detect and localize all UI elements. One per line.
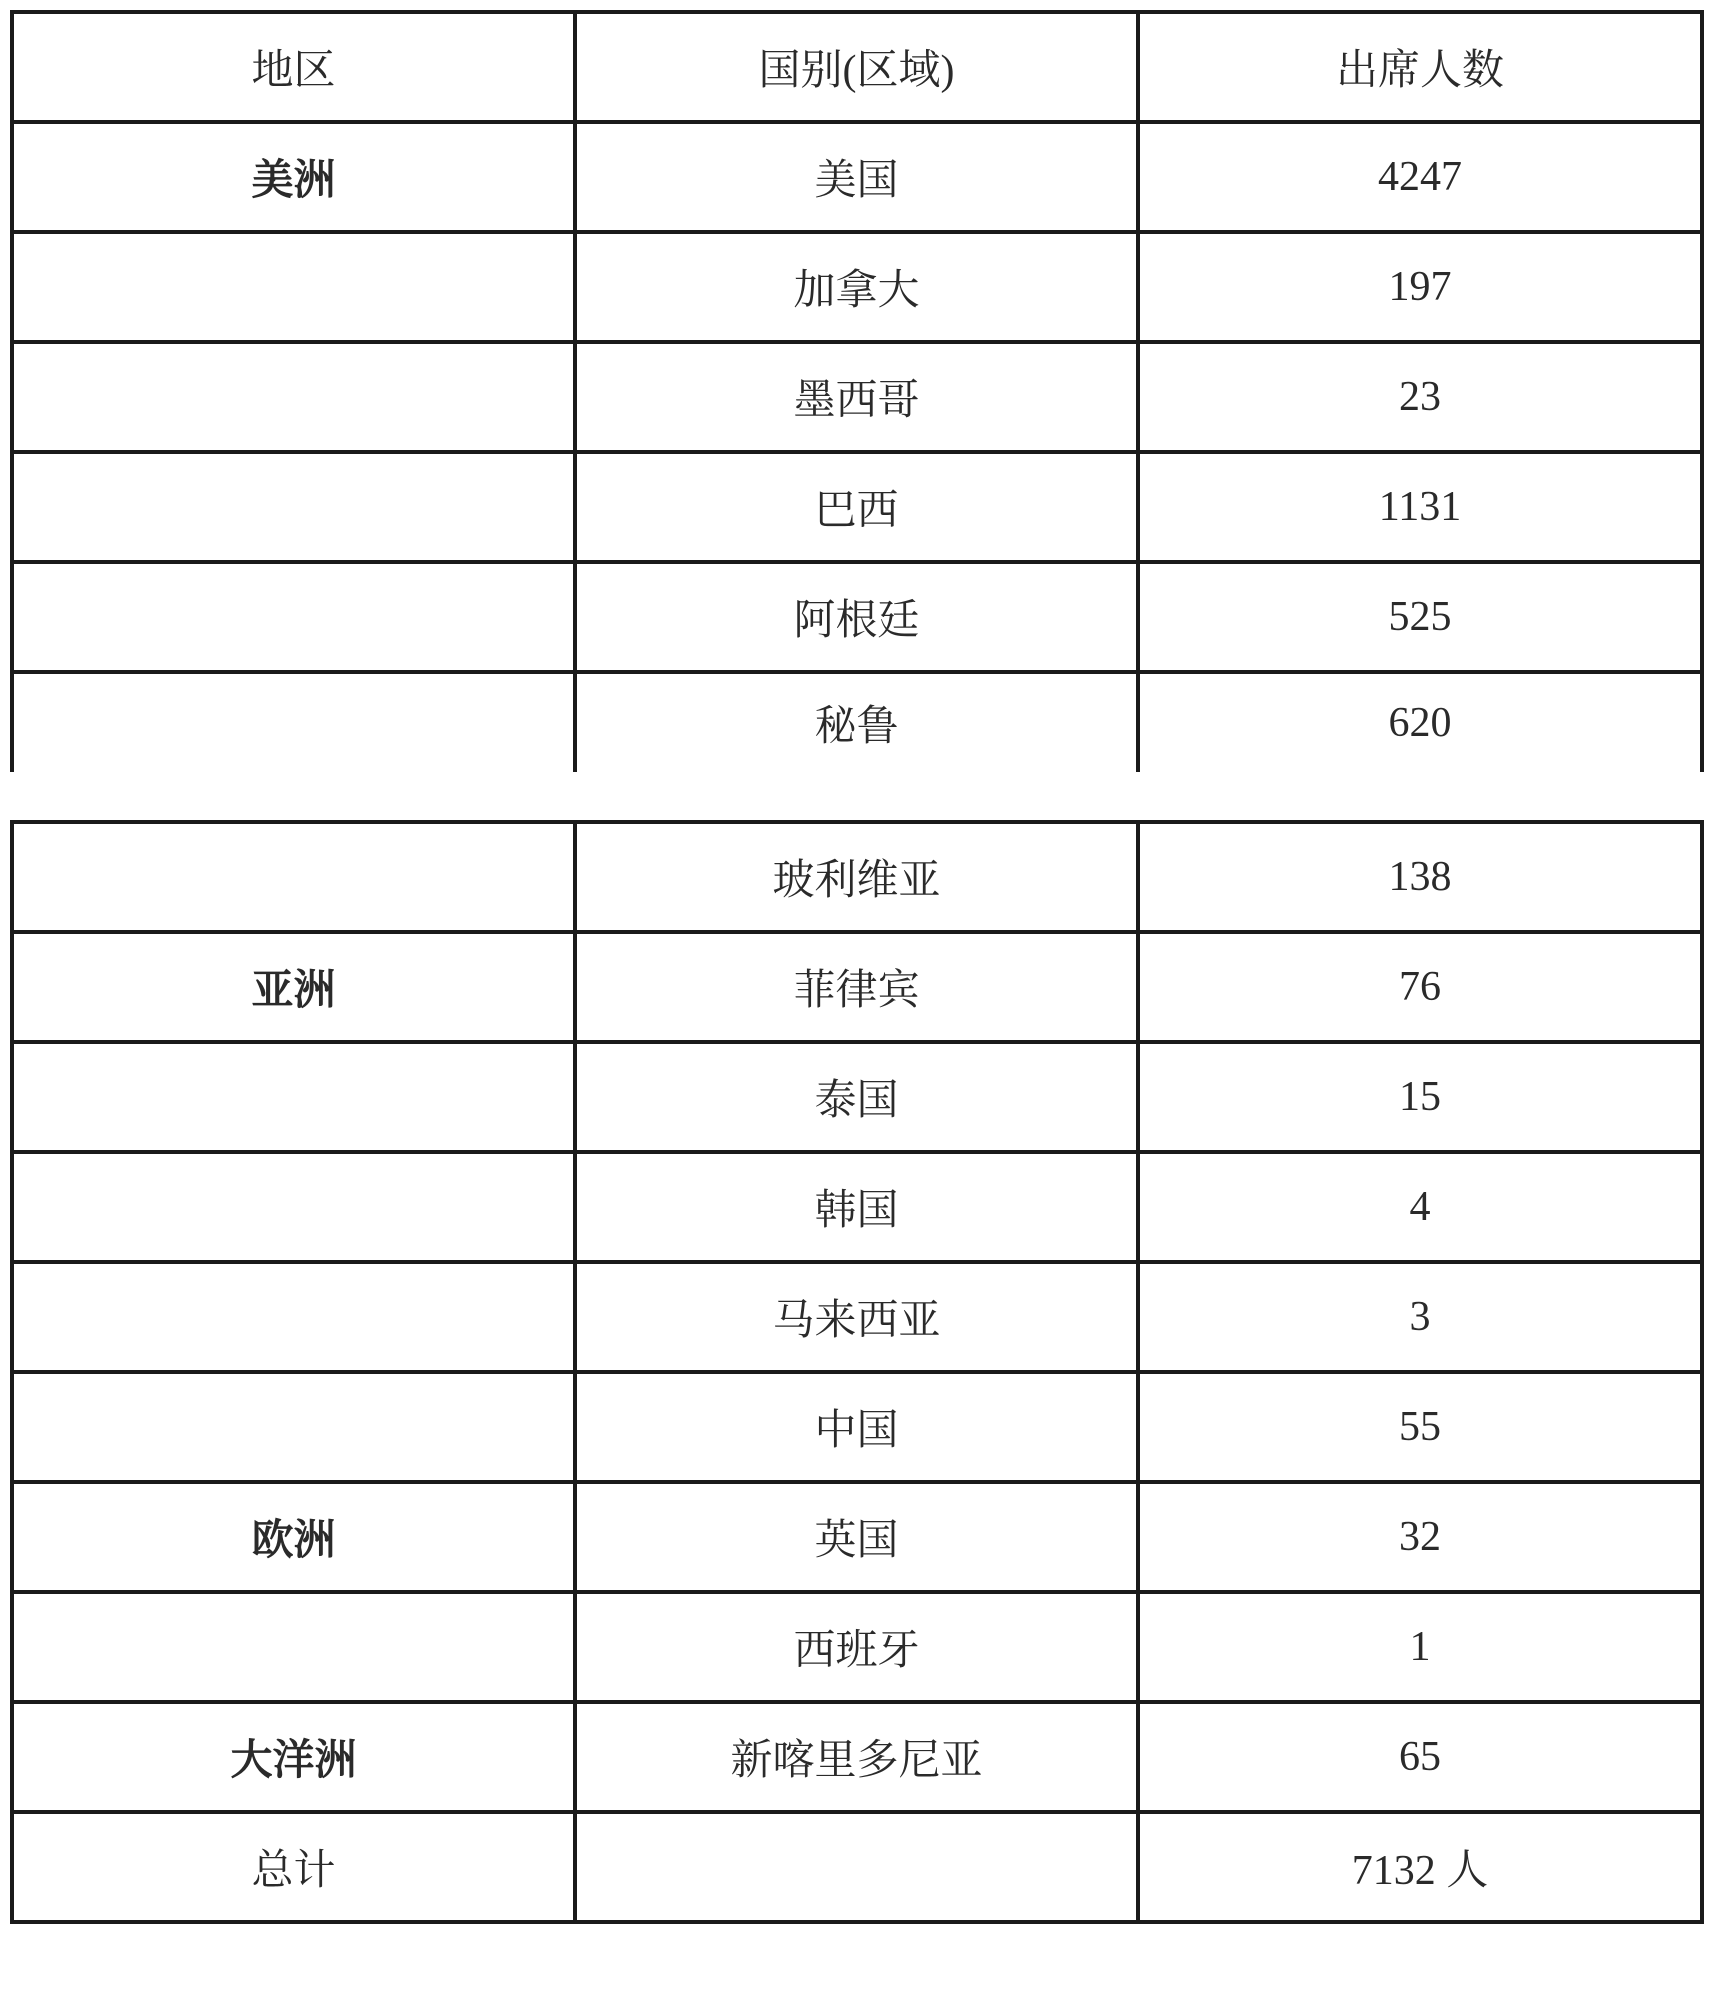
- table-row: [12, 1702, 1702, 1812]
- table-row: [12, 1592, 1702, 1702]
- header-attendance: 出席人数: [1138, 12, 1702, 122]
- country-cell: 马来西亚: [575, 1262, 1138, 1372]
- attendance-cell: 1131: [1138, 452, 1702, 562]
- region-cell: [12, 342, 575, 452]
- table-row: [12, 932, 1702, 1042]
- region-cell: [12, 1592, 575, 1702]
- total-country-cell: [575, 1812, 1138, 1922]
- table-row: [12, 232, 1702, 342]
- header-country: 国别(区域): [575, 12, 1138, 122]
- region-cell: [12, 1262, 575, 1372]
- region-cell: [12, 822, 575, 932]
- country-cell: 新喀里多尼亚: [575, 1702, 1138, 1812]
- region-cell: 大洋洲: [12, 1702, 575, 1812]
- total-label: 总计: [12, 1812, 575, 1922]
- table-row: [12, 1372, 1702, 1482]
- table-row: [12, 1482, 1702, 1592]
- attendance-cell: 4: [1138, 1152, 1702, 1262]
- attendance-cell: 55: [1138, 1372, 1702, 1482]
- attendance-cell: 15: [1138, 1042, 1702, 1152]
- attendance-cell: 3: [1138, 1262, 1702, 1372]
- region-cell: 亚洲: [12, 932, 575, 1042]
- attendance-table-part-2: [10, 820, 1704, 1924]
- region-cell: [12, 1372, 575, 1482]
- country-cell: 西班牙: [575, 1592, 1138, 1702]
- country-cell: 阿根廷: [575, 562, 1138, 672]
- region-cell: [12, 452, 575, 562]
- attendance-cell: 197: [1138, 232, 1702, 342]
- region-cell: 美洲: [12, 122, 575, 232]
- page-break-gap: [0, 810, 1712, 820]
- country-cell: 菲律宾: [575, 932, 1138, 1042]
- attendance-cell: 32: [1138, 1482, 1702, 1592]
- region-cell: [12, 562, 575, 672]
- table-row: [12, 1042, 1702, 1152]
- country-cell: 韩国: [575, 1152, 1138, 1262]
- table-row: [12, 1262, 1702, 1372]
- country-cell: 中国: [575, 1372, 1138, 1482]
- attendance-cell: 525: [1138, 562, 1702, 672]
- table-row: [12, 452, 1702, 562]
- country-cell: 玻利维亚: [575, 822, 1138, 932]
- region-cell: [12, 672, 575, 772]
- table-row: [12, 342, 1702, 452]
- table-row: [12, 672, 1702, 772]
- attendance-cell: 4247: [1138, 122, 1702, 232]
- region-cell: [12, 1152, 575, 1262]
- country-cell: 泰国: [575, 1042, 1138, 1152]
- table-row: [12, 822, 1702, 932]
- attendance-cell: 138: [1138, 822, 1702, 932]
- region-cell: [12, 232, 575, 342]
- total-row: [12, 1812, 1702, 1922]
- country-cell: 美国: [575, 122, 1138, 232]
- header-region: 地区: [12, 12, 575, 122]
- table-header-row: [12, 12, 1702, 122]
- total-attendance: 7132 人: [1138, 1812, 1702, 1922]
- attendance-cell: 1: [1138, 1592, 1702, 1702]
- country-cell: 英国: [575, 1482, 1138, 1592]
- region-cell: [12, 1042, 575, 1152]
- table-row: [12, 562, 1702, 672]
- attendance-cell: 23: [1138, 342, 1702, 452]
- region-cell: 欧洲: [12, 1482, 575, 1592]
- country-cell: 加拿大: [575, 232, 1138, 342]
- table-row: [12, 122, 1702, 232]
- country-cell: 墨西哥: [575, 342, 1138, 452]
- table-row: [12, 1152, 1702, 1262]
- attendance-cell: 620: [1138, 672, 1702, 772]
- country-cell: 秘鲁: [575, 672, 1138, 772]
- attendance-cell: 76: [1138, 932, 1702, 1042]
- attendance-table-part-1: [10, 10, 1704, 772]
- country-cell: 巴西: [575, 452, 1138, 562]
- attendance-cell: 65: [1138, 1702, 1702, 1812]
